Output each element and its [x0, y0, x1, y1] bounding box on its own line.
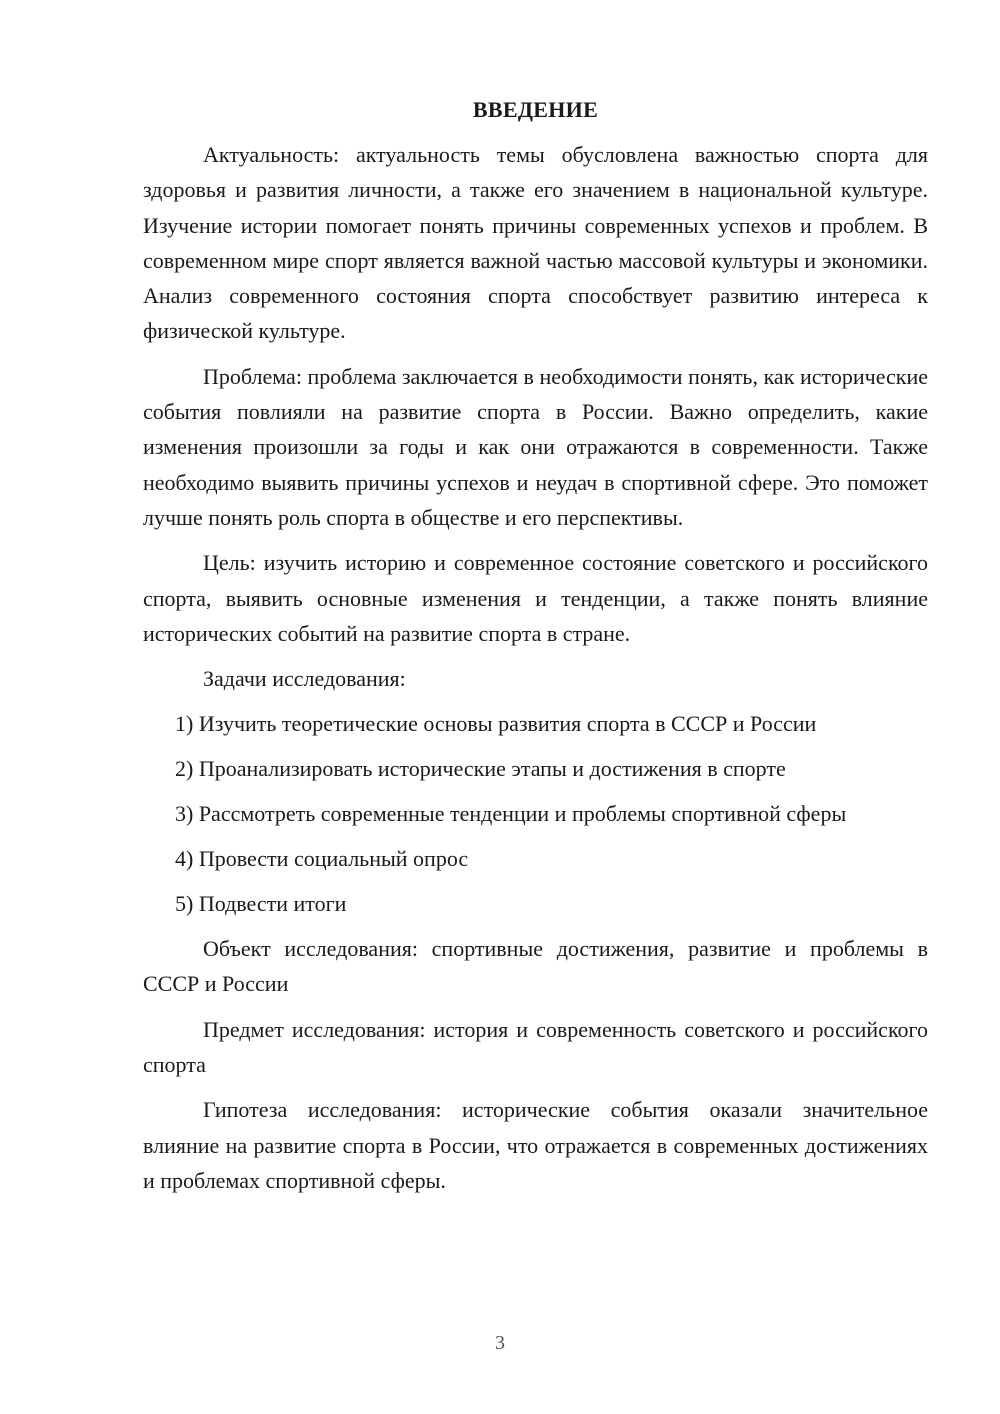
task-item: 1) Изучить теоретические основы развития спорта в СССР и России — [175, 711, 817, 737]
tasks-heading: Задачи исследования: — [203, 666, 406, 692]
hypothesis-paragraph: Гипотеза исследования: исторические события оказали значительное влияние на развитие спорта в России, что отражается в современных достижениях и проблемах спортивной сферы. — [143, 1097, 928, 1193]
task-list — [143, 706, 928, 921]
relevance-paragraph: Актуальность: актуальность темы обусловлена важностью спорта для здоровья и развития личности, а также его значением в национальной культуре. Изучение истории помогает понять причины современных успехов и проблем. В современном мире спорт является важной частью массовой культуры и экономики. Анализ современного состояния спорта способствует развитию интереса к физической культуре. — [143, 142, 928, 344]
subject-paragraph: Предмет исследования: история и современность советского и российского спорта — [143, 1016, 928, 1078]
page-number: 3 — [495, 1332, 505, 1354]
task-item: 5) Подвести итоги — [175, 891, 347, 917]
document-page — [143, 92, 928, 1198]
goal-paragraph: Цель: изучить историю и современное состояние советского и российского спорта, выявить основные изменения и тенденции, а также понять влияние исторических событий на развитие спорта в стране. — [143, 550, 928, 646]
task-item: 4) Провести социальный опрос — [175, 846, 469, 872]
object-paragraph: Объект исследования: спортивные достижения, развитие и проблемы в СССР и России — [143, 936, 928, 997]
task-item: 3) Рассмотреть современные тенденции и проблемы спортивной сферы — [175, 801, 847, 827]
task-item: 2) Проанализировать исторические этапы и достижения в спорте — [175, 756, 786, 782]
problem-paragraph: Проблема: проблема заключается в необходимости понять, как исторические события повлияли на развитие спорта в России. Важно определить, какие изменения произошли за годы и как они отражаются в современности. Также необходимо выявить причины успехов и неудач в спортивной сфере. Это поможет лучше понять роль спорта в обществе и его перспективы. — [143, 363, 928, 530]
section-title: ВВЕДЕНИЕ — [472, 97, 599, 122]
